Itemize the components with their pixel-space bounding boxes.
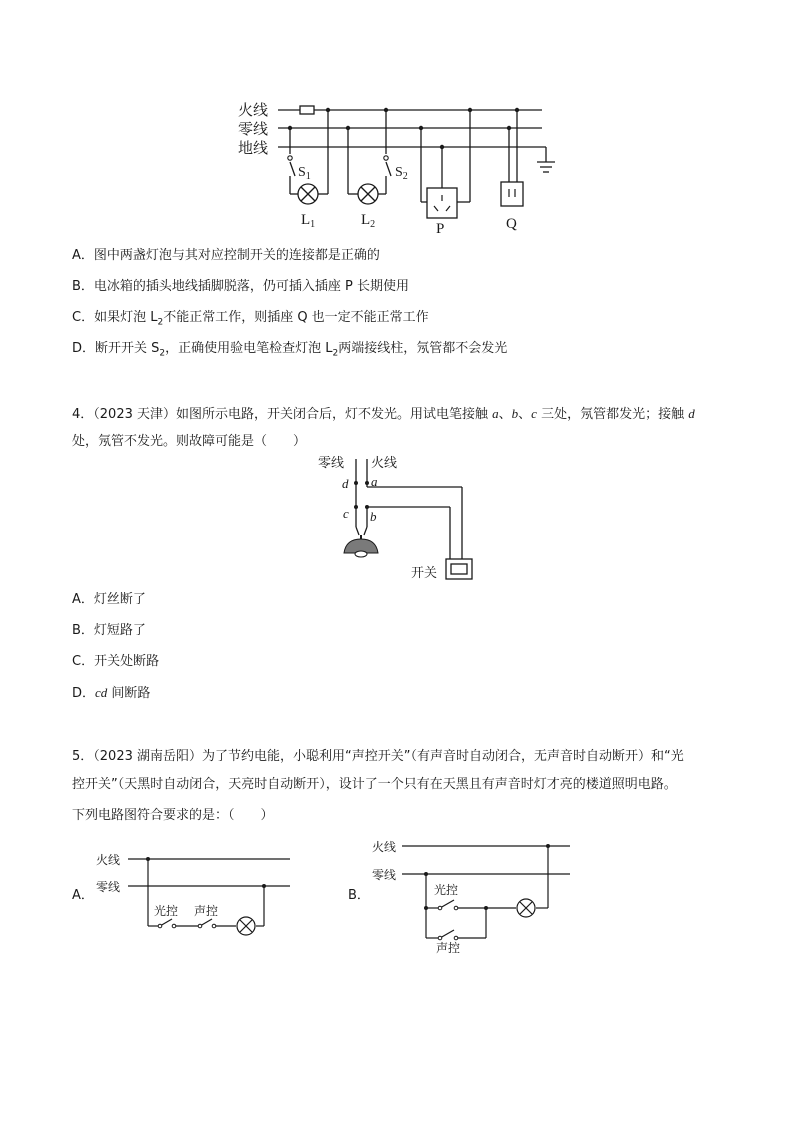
q5-stem-line1: 5．（2023 湖南岳阳）为了节约电能，小聪利用“声控开关”（有声音时自动闭合，无声音时自动断开）和“光 [72, 749, 684, 764]
label-live-a: 火线 [96, 853, 121, 867]
q4-option-a[interactable]: A．灯丝断了 [72, 592, 146, 607]
lamp-l2-icon [358, 184, 378, 204]
q4-option-c[interactable]: C．开关处断路 [72, 654, 160, 669]
lamp-icon-a [237, 917, 255, 935]
q5-circuit-b [370, 832, 580, 957]
label-neutral-wire: 零线 [238, 120, 269, 138]
wiring-diagram-q3 [230, 96, 560, 236]
q5-option-b[interactable]: B． [348, 888, 370, 903]
label-l2: $L_2$ [361, 212, 376, 230]
q4-stem-line1: 4．（2023 天津）如图所示电路，开关闭合后，灯不发光。用试电笔接触 a、b、c 三处，氖管都发光；接触 d [72, 406, 695, 422]
q4-option-b[interactable]: B．灯短路了 [72, 623, 146, 638]
lamp-circuit-diagram-q4 [310, 455, 490, 585]
label-s2: $S_2$ [395, 165, 408, 182]
label-q: Q [506, 216, 517, 232]
label-sound-control-b: 声控 [436, 941, 461, 955]
label-point-b: b [370, 509, 377, 524]
q3-option-a[interactable]: A．图中两盏灯泡与其对应控制开关的连接都是正确的 [72, 248, 380, 263]
label-ground-wire: 地线 [238, 139, 269, 157]
label-neutral-b: 零线 [372, 868, 397, 882]
lamp-l1-icon [298, 184, 318, 204]
lamp-shade-icon [344, 535, 378, 557]
label-sound-control-a: 声控 [194, 904, 219, 918]
label-point-a: a [371, 474, 378, 489]
socket-p-icon [434, 195, 450, 211]
q5-stem-line3: 下列电路图符合要求的是：（ ） [72, 808, 274, 823]
q4-option-d[interactable]: D．cd 间断路 [72, 685, 151, 701]
label-live: 火线 [371, 456, 398, 471]
q3-option-c[interactable]: C．如果灯泡 $L_2$不能正常工作，则插座 Q 也一定不能正常工作 [72, 310, 429, 328]
q3-option-d[interactable]: D．断开开关 $S_2$，正确使用验电笔检查灯泡 $L_2$两端接线柱，氖管都不会发光 [72, 341, 508, 359]
label-p: P [436, 221, 445, 236]
label-neutral: 零线 [318, 456, 345, 471]
q5-option-a[interactable]: A． [72, 888, 94, 903]
label-s1: $S_1$ [298, 165, 311, 182]
q4-stem-line2: 处，氖管不发光。则故障可能是（ ） [72, 434, 307, 449]
label-neutral-a: 零线 [96, 880, 121, 894]
label-l1: $L_1$ [301, 212, 316, 230]
label-light-control-b: 光控 [434, 883, 459, 897]
q5-circuit-a [92, 846, 302, 936]
label-live-wire: 火线 [238, 101, 269, 119]
label-live-b: 火线 [372, 840, 397, 854]
lamp-icon-b [517, 899, 535, 917]
label-point-d: d [342, 476, 349, 491]
label-switch: 开关 [411, 566, 438, 581]
q3-option-b[interactable]: B．电冰箱的插头地线插脚脱落，仍可插入插座 P 长期使用 [72, 279, 410, 294]
label-point-c: c [343, 506, 349, 521]
q5-stem-line2: 控开关”（天黑时自动闭合，天亮时自动断开），设计了一个只有在天黑且有声音时灯才亮的楼道照明电路。 [72, 777, 677, 792]
socket-q-icon [509, 189, 515, 197]
label-light-control-a: 光控 [154, 904, 179, 918]
